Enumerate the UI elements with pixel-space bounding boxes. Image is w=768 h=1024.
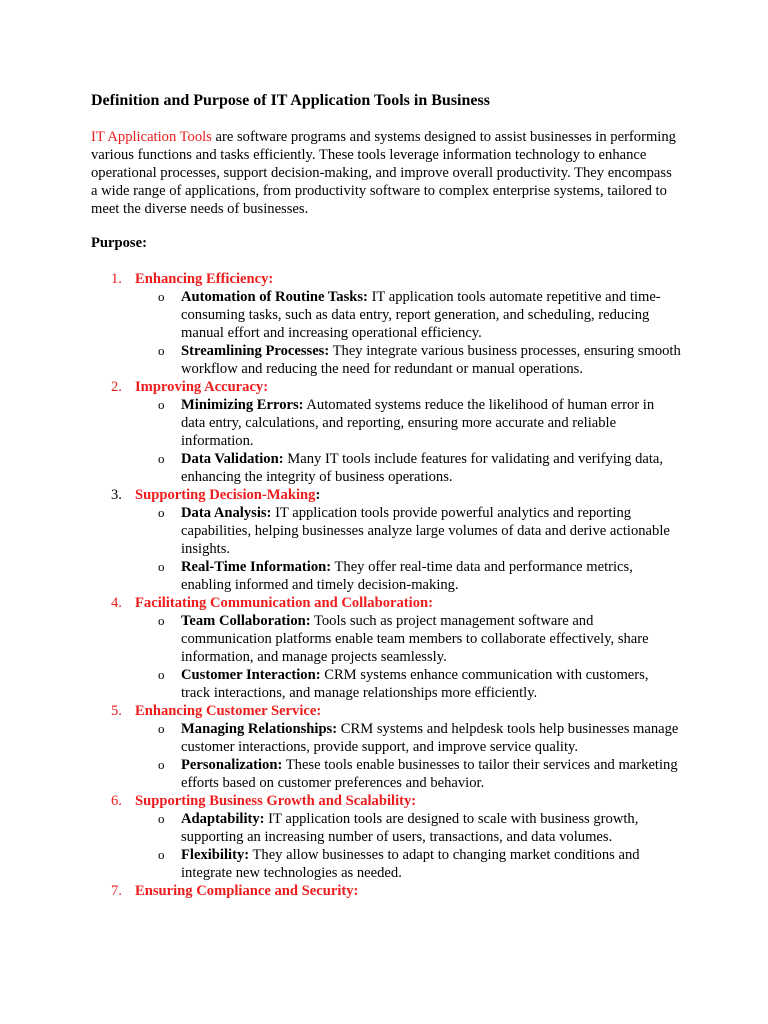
sub-list	[135, 810, 681, 882]
sub-item	[135, 450, 681, 486]
sub-item	[135, 396, 681, 450]
sub-item	[135, 612, 681, 666]
sub-item-title: Real-Time Information:	[181, 559, 332, 575]
item-number: 5.	[111, 703, 122, 719]
sub-item	[135, 558, 681, 594]
sub-item-title: Data Validation:	[181, 451, 284, 467]
purpose-item	[91, 594, 681, 702]
sub-item-title: Adaptability:	[181, 811, 265, 827]
sub-item-text: Tools such as project management software and communication platforms enable team members to collaborate effectively, share information, and manage projects seamlessly.	[181, 613, 649, 665]
sub-item	[135, 846, 681, 882]
hollow-bullet-icon: o	[158, 613, 165, 628]
hollow-bullet-icon: o	[158, 757, 165, 772]
sub-item	[135, 756, 681, 792]
hollow-bullet-icon: o	[158, 343, 165, 358]
hollow-bullet-icon: o	[158, 721, 165, 736]
sub-item-text: They integrate various business processes, ensuring smooth workflow and reducing the need for redundant or manual operations.	[181, 343, 681, 377]
sub-list	[135, 396, 681, 486]
hollow-bullet-icon: o	[158, 289, 165, 304]
item-number: 4.	[111, 595, 122, 611]
item-title: Improving Accuracy:	[135, 379, 269, 395]
hollow-bullet-icon: o	[158, 811, 165, 826]
sub-item-text: They offer real-time data and performance metrics, enabling informed and timely decision-making.	[181, 559, 633, 593]
sub-item-text: IT application tools are designed to scale with business growth, supporting an increasing number of users, transactions, and data volumes.	[181, 811, 639, 845]
item-number: 2.	[111, 379, 122, 395]
purpose-item	[91, 378, 681, 486]
item-title: Supporting Business Growth and Scalability:	[135, 793, 417, 809]
sub-list	[135, 504, 681, 594]
sub-item	[135, 720, 681, 756]
sub-item-title: Streamlining Processes:	[181, 343, 330, 359]
hollow-bullet-icon: o	[158, 397, 165, 412]
purpose-item	[91, 882, 681, 900]
intro-text: are software programs and systems designed to assist businesses in performing various functions and tasks efficiently. These tools leverage information technology to enhance operational processes, support decision-making, and improve overall productivity. They encompass a wide range of applications, from productivity software to complex enterprise systems, tailored to meet the diverse needs of businesses.	[91, 129, 676, 217]
sub-item-title: Minimizing Errors:	[181, 397, 304, 413]
sub-item	[135, 288, 681, 342]
purpose-item	[91, 792, 681, 882]
hollow-bullet-icon: o	[158, 559, 165, 574]
sub-item-text: Automated systems reduce the likelihood of human error in data entry, calculations, and reporting, ensuring more accurate and reliable information.	[181, 397, 655, 449]
hollow-bullet-icon: o	[158, 505, 165, 520]
item-number: 3.	[111, 487, 122, 503]
item-title: Facilitating Communication and Collaboration:	[135, 595, 433, 611]
sub-item-title: Personalization:	[181, 757, 283, 773]
item-title: Enhancing Efficiency:	[135, 271, 274, 287]
document-title: Definition and Purpose of IT Application Tools in Business	[91, 92, 490, 109]
hollow-bullet-icon: o	[158, 847, 165, 862]
item-title: Ensuring Compliance and Security:	[135, 883, 359, 899]
purpose-item	[91, 270, 681, 378]
sub-item-title: Flexibility:	[181, 847, 250, 863]
sub-item	[135, 342, 681, 378]
hollow-bullet-icon: o	[158, 667, 165, 682]
purpose-list	[91, 270, 681, 900]
sub-item	[135, 666, 681, 702]
sub-list	[135, 612, 681, 702]
purpose-item	[91, 486, 681, 594]
sub-item-title: Managing Relationships:	[181, 721, 338, 737]
sub-item-text: CRM systems enhance communication with customers, track interactions, and manage relationships more efficiently.	[181, 667, 649, 701]
sub-item-text: They allow businesses to adapt to changing market conditions and integrate new technologies as needed.	[181, 847, 640, 881]
sub-item-text: CRM systems and helpdesk tools help businesses manage customer interactions, provide support, and improve service quality.	[181, 721, 679, 755]
item-number: 1.	[111, 271, 122, 287]
sub-item-title: Customer Interaction:	[181, 667, 321, 683]
sub-item	[135, 810, 681, 846]
sub-item-text: These tools enable businesses to tailor their services and marketing efforts based on customer preferences and behavior.	[181, 757, 678, 791]
sub-list	[135, 720, 681, 792]
purpose-heading: Purpose:	[91, 235, 147, 251]
sub-item-title: Team Collaboration:	[181, 613, 311, 629]
sub-item-text: Many IT tools include features for validating and verifying data, enhancing the integrity of business operations.	[181, 451, 664, 485]
item-title: Enhancing Customer Service:	[135, 703, 322, 719]
hollow-bullet-icon: o	[158, 451, 165, 466]
item-number: 7.	[111, 883, 122, 899]
item-number: 6.	[111, 793, 122, 809]
item-title-suffix: :	[315, 487, 321, 503]
sub-item-title: Automation of Routine Tasks:	[181, 289, 368, 305]
sub-item-text: IT application tools automate repetitive and time-consuming tasks, such as data entry, report generation, and scheduling, reducing manual effort and increasing operational efficiency.	[181, 289, 661, 341]
document-page	[91, 90, 681, 900]
item-title: Supporting Decision-Making	[135, 487, 316, 503]
sub-item	[135, 504, 681, 558]
intro-term: IT Application Tools	[91, 129, 212, 145]
sub-item-title: Data Analysis:	[181, 505, 272, 521]
purpose-item	[91, 702, 681, 792]
sub-item-text: IT application tools provide powerful analytics and reporting capabilities, helping businesses analyze large volumes of data and derive actionable insights.	[181, 505, 670, 557]
sub-list	[135, 288, 681, 378]
intro-paragraph	[91, 128, 681, 218]
